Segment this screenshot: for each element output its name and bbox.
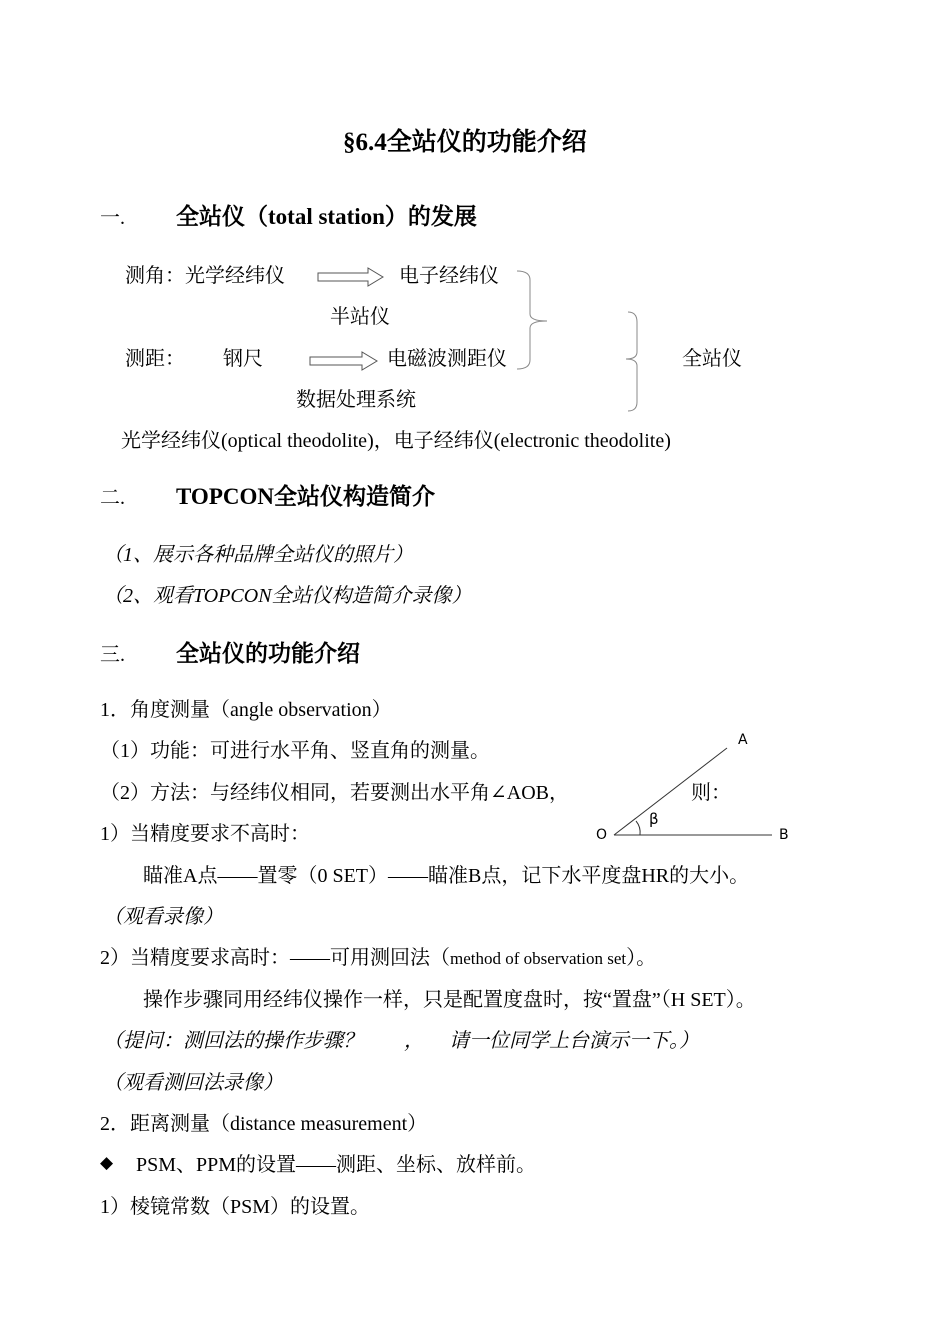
distance-measure-label: 测距：	[125, 348, 185, 370]
beta-label: β	[649, 810, 659, 828]
prism-constant-line: 1）棱镜常数（PSM）的设置。	[100, 1196, 371, 1218]
arrow-right-icon	[310, 268, 383, 370]
low-precision-steps: 瞄准A点——置零（0 SET）——瞄准B点，记下水平度盘HR的大小。	[143, 865, 750, 887]
total-station-label: 全站仪	[682, 348, 742, 370]
angle-measure-label: 测角：光学经纬仪	[125, 265, 285, 287]
list-item: （2、观看TOPCON全站仪构造简介录像）	[103, 585, 472, 607]
high-precision-suffix: ）。	[626, 947, 657, 969]
question-prefix: （提问：测回法的操作步骤？	[103, 1030, 363, 1052]
question-suffix: 请一位同学上台演示一下。）	[449, 1030, 699, 1052]
bullet-text: PSM、PPM的设置——测距、坐标、放样前。	[136, 1154, 537, 1176]
watch-video-note: （观看录像）	[103, 906, 223, 928]
edm-label: 电磁波测距仪	[387, 348, 507, 370]
high-precision-steps: 操作步骤同用经纬仪操作一样，只是配置度盘时，按“置盘”（H SET）。	[143, 989, 756, 1011]
electronic-theodolite-label: 电子经纬仪	[399, 265, 499, 287]
function-line: （1）功能：可进行水平角、竖直角的测量。	[100, 740, 490, 762]
angle-observation-heading: 1．角度测量（angle observation）	[100, 699, 392, 721]
section1-heading: 全站仪（total station）的发展	[176, 204, 477, 229]
question-comma: ，	[404, 1030, 424, 1052]
half-station-label: 半站仪	[330, 306, 390, 328]
list-item: （1、展示各种品牌全站仪的照片）	[103, 544, 413, 566]
method-line: （2）方法：与经纬仪相同，若要测出水平角∠AOB，	[100, 782, 569, 804]
distance-measurement-heading: 2．距离测量（distance measurement）	[100, 1113, 428, 1135]
brace-icon	[517, 271, 547, 369]
watch-video2-note: （观看测回法录像）	[103, 1072, 283, 1094]
point-a-label: A	[738, 732, 748, 748]
section3-number: 三.	[100, 644, 125, 666]
section1-number: 一.	[100, 207, 125, 229]
page-title: §6.4全站仪的功能介绍	[343, 129, 587, 156]
high-precision-term: method of observation set	[450, 949, 627, 968]
method-then: 则：	[691, 782, 731, 804]
section2-heading: TOPCON全站仪构造简介	[176, 484, 435, 509]
high-precision-line	[100, 948, 656, 968]
point-o-label: O	[596, 827, 608, 843]
steel-tape-label: 钢尺	[223, 348, 263, 370]
point-b-label: B	[779, 827, 789, 843]
terms-line: 光学经纬仪(optical theodolite)，电子经纬仪(electronic theodolite)	[121, 430, 671, 452]
section3-heading: 全站仪的功能介绍	[176, 641, 360, 666]
diamond-bullet-icon: ◆	[100, 1153, 114, 1173]
data-system-label: 数据处理系统	[296, 389, 416, 411]
section2-number: 二.	[100, 487, 125, 509]
brace-icon	[626, 312, 637, 411]
low-precision-line: 1）当精度要求不高时：	[100, 823, 310, 845]
high-precision-prefix: 2）当精度要求高时：——可用测回法（	[100, 947, 450, 969]
